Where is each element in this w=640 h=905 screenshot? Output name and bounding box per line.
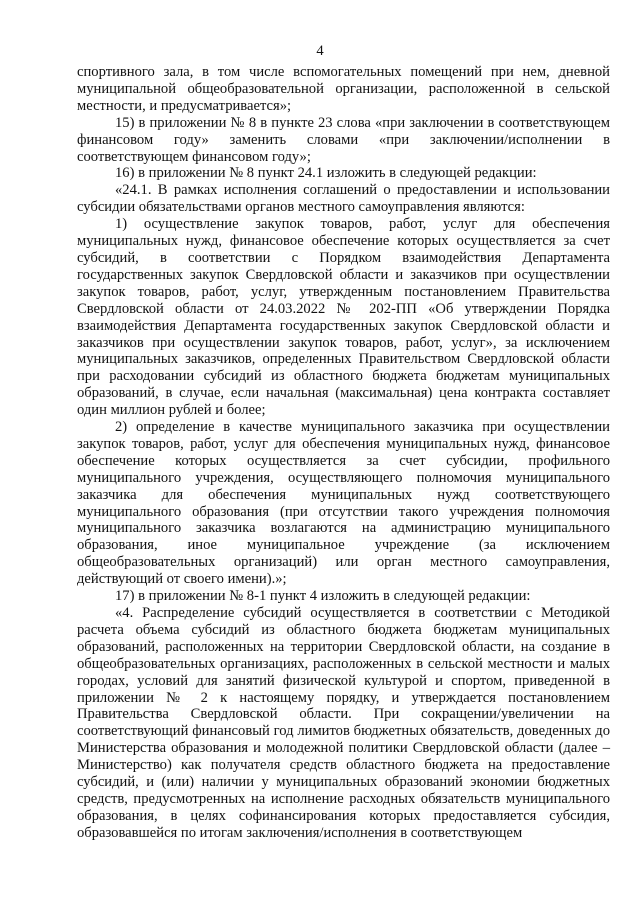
- document-body: [77, 64, 610, 842]
- paragraph-continuation: спортивного зала, в том числе вспомогательных помещений при нем, дневной муниципальной общеобразовательной организации, расположенной в сельской местности, и предусматривается»;: [77, 64, 610, 114]
- paragraph-item-17: 17) в приложении № 8-1 пункт 4 изложить в следующей редакции:: [115, 588, 531, 605]
- paragraph-subitem-1: 1) осуществление закупок товаров, работ, услуг для обеспечения муниципальных нужд, финансовое обеспечение которых осуществляется за счет субсидий, в соответствии с Порядком взаимодействия Департамента государственных закупок Свердловской области и заказчиков при осуществлении закупок товаров, работ, услуг, утвержденным постановлением Правительства Свердловской области от 24.03.2022 № 202-ПП «Об утверждении Порядка взаимодействия Департамента государственных закупок Свердловской области и заказчиков при осуществлении закупок товаров, работ, услуг», за исключением муниципальных заказчиков, определенных Правительством Свердловской области при расходовании субсидий из областного бюджета бюджетам муниципальных образований, в случае, если начальная (максимальная) цена контракта составляет один миллион рублей и более;: [77, 216, 610, 419]
- page-number: 4: [316, 43, 324, 59]
- paragraph-clause-24-1: «24.1. В рамках исполнения соглашений о предоставлении и использовании субсидии обязательствами органов местного самоуправления являются:: [77, 182, 610, 216]
- paragraph-item-16: 16) в приложении № 8 пункт 24.1 изложить в следующей редакции:: [115, 165, 537, 182]
- paragraph-item-15: 15) в приложении № 8 в пункте 23 слова «при заключении в соответствующем финансовом году» заменить словами «при заключении/исполнении в соответствующем финансовом году»;: [77, 114, 610, 165]
- paragraph-clause-4: «4. Распределение субсидий осуществляется в соответствии с Методикой расчета объема субсидий из областного бюджета бюджетам муниципальных образований, расположенных на территории Свердловской области, на создание в общеобразовательных организациях, расположенных в сельской местности и малых городах, условий для занятий физической культурой и спортом, приведенной в приложении № 2 к настоящему порядку, и утверждается постановлением Правительства Свердловской области. При сокращении/увеличении на соответствующий финансовый год лимитов бюджетных обязательств, доведенных до Министерства образования и молодежной политики Свердловской области (далее – Министерство) как получателя средств областного бюджета на предоставление субсидий, и (или) наличии у муниципальных образований экономии бюджетных средств, предусмотренных на исполнение расходных обязательств муниципального образования, в целях софинансирования которых предоставляется субсидия, образовавшейся по итогам заключения/исполнения в соответствующем: [77, 605, 610, 841]
- paragraph-subitem-2: 2) определение в качестве муниципального заказчика при осуществлении закупок товаров, работ, услуг для обеспечения муниципальных нужд, финансовое обеспечение которых осуществляется за счет субсидии, профильного муниципального учреждения, осуществляющего полномочия муниципального заказчика для обеспечения муниципальных нужд соответствующего муниципального образования (при отсутствии такого учреждения полномочия муниципального заказчика возлагаются на администрацию муниципального образования, иное муниципальное учреждение (за исключением общеобразовательных организаций) или орган местного самоуправления, действующий от своего имени).»;: [77, 419, 610, 588]
